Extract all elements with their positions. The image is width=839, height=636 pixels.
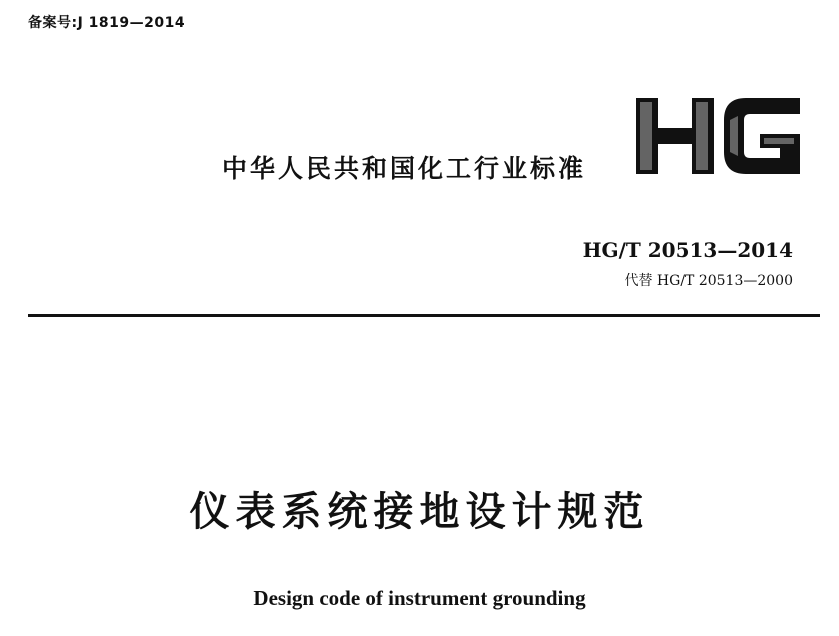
hg-logo — [634, 96, 804, 176]
replaces-standard: 代替 HG/T 20513—2000 — [624, 273, 793, 289]
logo-letter-h — [636, 98, 714, 174]
filing-number: 备案号:J 1819—2014 — [28, 15, 186, 31]
title-english: Design code of instrument grounding — [253, 586, 586, 610]
standard-number: HG/T 20513—2014 — [582, 238, 793, 262]
title-chinese: 仪表系统接地设计规范 — [189, 489, 650, 535]
organization-name: 中华人民共和国化工行业标准 — [222, 154, 587, 183]
logo-letter-g — [724, 98, 800, 174]
divider-line — [28, 314, 820, 317]
